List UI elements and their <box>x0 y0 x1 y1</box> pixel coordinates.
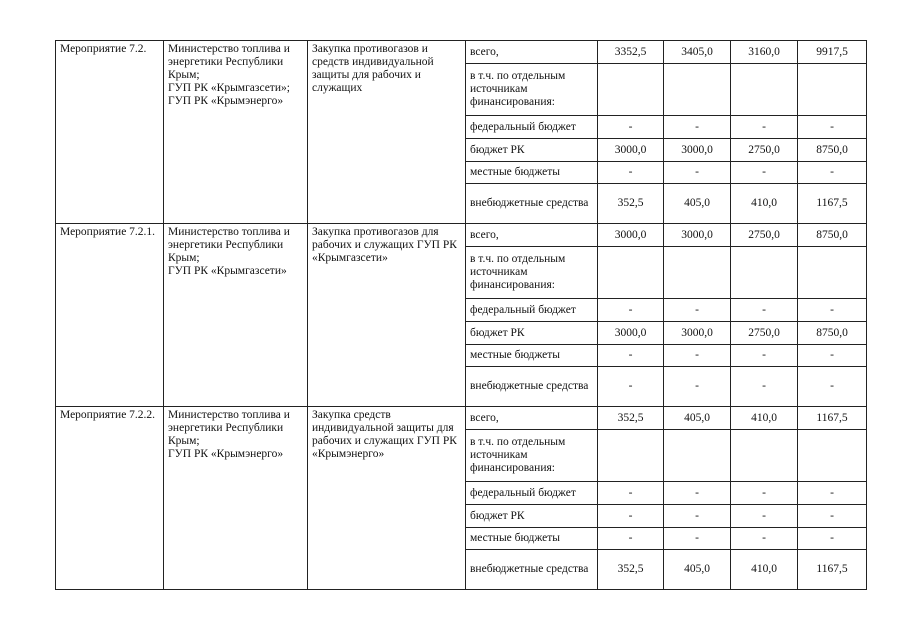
year-value-cell: - <box>731 299 798 322</box>
year-value-cell: 410,0 <box>731 550 798 590</box>
year-value-cell: - <box>598 162 664 184</box>
total-value-cell: - <box>798 345 867 367</box>
executor-cell: Министерство топлива и энергетики Республики Крым; ГУП РК «Крымгазсети»; ГУП РК «Крымэнерго» <box>164 41 308 224</box>
funding-source-cell: местные бюджеты <box>466 528 598 550</box>
year-value-cell: 410,0 <box>731 184 798 224</box>
year-value-cell: - <box>664 482 731 505</box>
year-value-cell: - <box>598 482 664 505</box>
funding-source-cell: всего, <box>466 224 598 247</box>
year-value-cell <box>598 247 664 299</box>
year-value-cell <box>731 64 798 116</box>
year-value-cell: 352,5 <box>598 407 664 430</box>
year-value-cell: 405,0 <box>664 184 731 224</box>
year-value-cell: 3000,0 <box>664 322 731 345</box>
year-value-cell: - <box>731 505 798 528</box>
funding-source-cell: внебюджетные средства <box>466 184 598 224</box>
year-value-cell: 2750,0 <box>731 139 798 162</box>
year-value-cell <box>731 247 798 299</box>
year-value-cell: 3000,0 <box>598 139 664 162</box>
year-value-cell: 3000,0 <box>598 224 664 247</box>
table-row <box>56 407 867 430</box>
year-value-cell: - <box>731 528 798 550</box>
funding-source-cell: всего, <box>466 407 598 430</box>
funding-source-cell: федеральный бюджет <box>466 299 598 322</box>
year-value-cell: - <box>664 116 731 139</box>
year-value-cell: - <box>664 299 731 322</box>
funding-source-cell: бюджет РК <box>466 322 598 345</box>
year-value-cell <box>664 64 731 116</box>
total-value-cell: - <box>798 528 867 550</box>
total-value-cell: 1167,5 <box>798 184 867 224</box>
year-value-cell: - <box>664 505 731 528</box>
funding-source-cell: в т.ч. по отдельным источникам финансирования: <box>466 64 598 116</box>
year-value-cell: 405,0 <box>664 550 731 590</box>
funding-source-cell: федеральный бюджет <box>466 482 598 505</box>
description-cell: Закупка противогазов для рабочих и служащих ГУП РК «Крымгазсети» <box>308 224 466 407</box>
year-value-cell <box>731 430 798 482</box>
total-value-cell: 1167,5 <box>798 407 867 430</box>
year-value-cell: 3000,0 <box>664 224 731 247</box>
total-value-cell: - <box>798 505 867 528</box>
year-value-cell: - <box>664 162 731 184</box>
year-value-cell: - <box>598 116 664 139</box>
year-value-cell: - <box>598 528 664 550</box>
year-value-cell: - <box>731 482 798 505</box>
total-value-cell: 8750,0 <box>798 322 867 345</box>
funding-source-cell: местные бюджеты <box>466 162 598 184</box>
total-value-cell <box>798 430 867 482</box>
year-value-cell: - <box>664 367 731 407</box>
funding-source-cell: местные бюджеты <box>466 345 598 367</box>
funding-table <box>55 40 867 590</box>
funding-source-cell: внебюджетные средства <box>466 550 598 590</box>
event-name-cell: Мероприятие 7.2.2. <box>56 407 164 590</box>
year-value-cell: 3352,5 <box>598 41 664 64</box>
funding-source-cell: бюджет РК <box>466 139 598 162</box>
total-value-cell: 1167,5 <box>798 550 867 590</box>
table-row <box>56 224 867 247</box>
year-value-cell: - <box>731 116 798 139</box>
year-value-cell: 2750,0 <box>731 322 798 345</box>
year-value-cell: 3000,0 <box>664 139 731 162</box>
funding-source-cell: внебюджетные средства <box>466 367 598 407</box>
table-body <box>56 41 867 590</box>
total-value-cell: - <box>798 162 867 184</box>
event-name-cell: Мероприятие 7.2. <box>56 41 164 224</box>
executor-cell: Министерство топлива и энергетики Республики Крым; ГУП РК «Крымгазсети» <box>164 224 308 407</box>
funding-source-cell: в т.ч. по отдельным источникам финансирования: <box>466 247 598 299</box>
total-value-cell: - <box>798 367 867 407</box>
year-value-cell: - <box>664 528 731 550</box>
year-value-cell: 3160,0 <box>731 41 798 64</box>
executor-cell: Министерство топлива и энергетики Республики Крым; ГУП РК «Крымэнерго» <box>164 407 308 590</box>
total-value-cell: 8750,0 <box>798 139 867 162</box>
funding-source-cell: бюджет РК <box>466 505 598 528</box>
table-row <box>56 41 867 64</box>
total-value-cell: 8750,0 <box>798 224 867 247</box>
total-value-cell <box>798 64 867 116</box>
total-value-cell <box>798 247 867 299</box>
year-value-cell <box>598 64 664 116</box>
year-value-cell: - <box>598 299 664 322</box>
year-value-cell: 405,0 <box>664 407 731 430</box>
year-value-cell: - <box>598 345 664 367</box>
year-value-cell: 352,5 <box>598 550 664 590</box>
funding-source-cell: федеральный бюджет <box>466 116 598 139</box>
year-value-cell <box>598 430 664 482</box>
year-value-cell: 3405,0 <box>664 41 731 64</box>
funding-source-cell: в т.ч. по отдельным источникам финансирования: <box>466 430 598 482</box>
year-value-cell <box>664 247 731 299</box>
description-cell: Закупка средств индивидуальной защиты для рабочих и служащих ГУП РК «Крымэнерго» <box>308 407 466 590</box>
total-value-cell: - <box>798 482 867 505</box>
year-value-cell <box>664 430 731 482</box>
year-value-cell: - <box>598 367 664 407</box>
total-value-cell: - <box>798 116 867 139</box>
year-value-cell: - <box>731 367 798 407</box>
year-value-cell: 3000,0 <box>598 322 664 345</box>
event-name-cell: Мероприятие 7.2.1. <box>56 224 164 407</box>
year-value-cell: 410,0 <box>731 407 798 430</box>
funding-source-cell: всего, <box>466 41 598 64</box>
total-value-cell: - <box>798 299 867 322</box>
total-value-cell: 9917,5 <box>798 41 867 64</box>
year-value-cell: - <box>731 162 798 184</box>
year-value-cell: - <box>664 345 731 367</box>
year-value-cell: 352,5 <box>598 184 664 224</box>
year-value-cell: - <box>598 505 664 528</box>
year-value-cell: 2750,0 <box>731 224 798 247</box>
description-cell: Закупка противогазов и средств индивидуальной защиты для рабочих и служащих <box>308 41 466 224</box>
year-value-cell: - <box>731 345 798 367</box>
